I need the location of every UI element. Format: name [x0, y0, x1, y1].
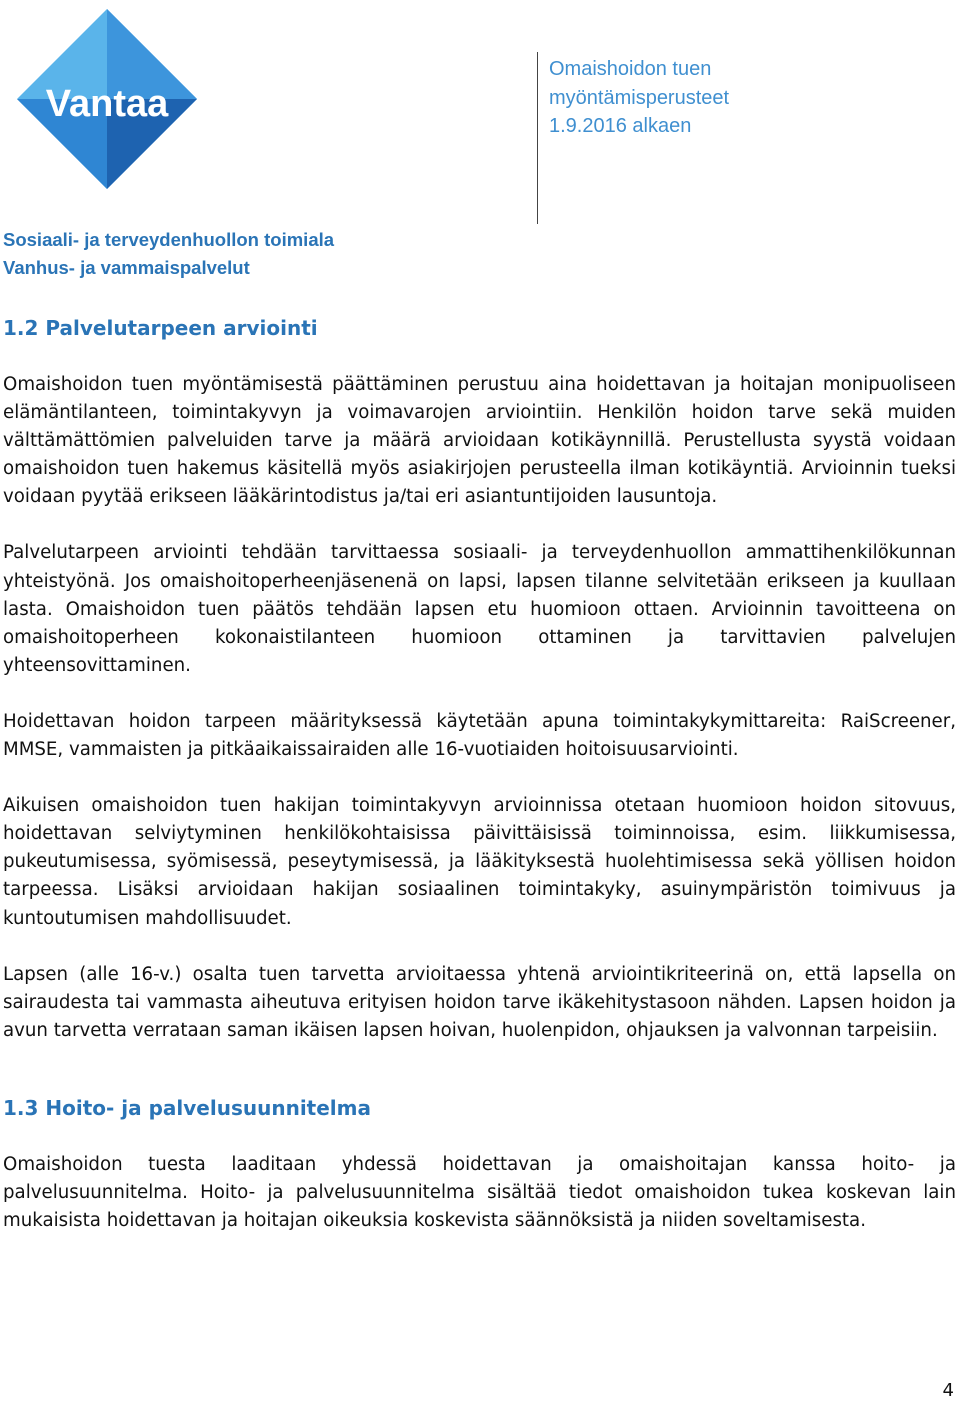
document-title-line: myöntämisperusteet [549, 86, 730, 109]
vantaa-logo [14, 6, 200, 192]
department-line: Vanhus- ja vammaispalvelut [3, 257, 250, 278]
paragraph: Omaishoidon tuesta laaditaan yhdessä hoidettavan ja omaishoitajan kanssa hoito- ja palvelusuunnitelma. Hoito- ja palvelusuunnitelma sisältää tiedot omaishoidon tukea koskevan lain mukaisista hoidettavan ja hoitajan oikeuksia koskevista säännöksistä ja niiden soveltamisesta. [3, 1153, 956, 1232]
paragraph: Lapsen (alle 16-v.) osalta tuen tarvetta arvioitaessa yhtenä arviointikriteerinä on, että lapsella on sairaudesta tai vammasta aiheutuva erityisen hoidon tarve ikäkehitystasoon nähden. Lapsen hoidon ja avun tarvetta verrataan saman ikäisen lapsen hoivan, huolenpidon, ohjauksen ja valvonnan tarpeisiin. [3, 963, 956, 1041]
paragraph: Palvelutarpeen arviointi tehdään tarvittaessa sosiaali- ja terveydenhuollon ammattihenkilökunnan yhteistyönä. Jos omaishoitoperheenjäsenenä on lapsi, lapsen tilanne selvitetään erikseen ja kuullaan lasta. Omaishoidon tuen päätös tehdään lapsen etu huomioon ottaen. Arvioinnin tavoitteena on omaishoitoperheen kokonaistilanteen huomioon ottaminen ja tarvittavien palvelujen yhteensovittaminen. [3, 542, 956, 676]
vantaa-logo-icon [14, 6, 200, 192]
header-divider [537, 52, 538, 224]
section-heading: 1.3 Hoito- ja palvelusuunnitelma [3, 1095, 371, 1120]
department [3, 226, 503, 282]
section-heading: 1.2 Palvelutarpeen arviointi [3, 316, 318, 340]
paragraph: Omaishoidon tuen myöntämisestä päättäminen perustuu aina hoidettavan ja hoitajan monipuoliseen elämäntilanteen, toimintakyvyn ja voimavarojen arviointiin. Henkilön hoidon tarve sekä muiden välttämättömien palveluiden tarve ja määrä arvioidaan kotikäynnillä. Perustellusta syystä voidaan omaishoidon tuen hakemus käsitellä myös asiakirjojen perusteella ilman kotikäyntiä. Arvioinnin tueksi voidaan pyytää erikseen lääkärintodistus ja/tai eri asiantuntijoiden lausuntoja. [3, 374, 956, 508]
document-title-line: Omaishoidon tuen [549, 58, 712, 80]
document-body [3, 313, 956, 1235]
document-title [549, 55, 949, 141]
department-line: Sosiaali- ja terveydenhuollon toimiala [3, 229, 335, 250]
document-title-line: 1.9.2016 alkaen [549, 115, 692, 137]
logo-text: Vantaa [45, 83, 169, 125]
page-number: 4 [942, 1380, 954, 1401]
paragraph: Hoidettavan hoidon tarpeen määrityksessä käytetään apuna toimintakykymittareita: RaiScreener, MMSE, vammaisten ja pitkäaikaissairaiden alle 16-vuotiaiden hoitoisuusarviointi. [3, 710, 956, 761]
paragraph: Aikuisen omaishoidon tuen hakijan toimintakyvyn arvioinnissa otetaan huomioon hoidon sitovuus, hoidettavan selviytyminen henkilökohtaisissa päivittäisissä toiminnoissa, esim. liikkumisessa, pukeutumisessa, syömisessä, peseytymisessä, ja lääkityksestä huolehtimisessa sekä yöllisen hoidon tarpeessa. Lisäksi arvioidaan hakijan sosiaalinen toimintakyky, asuinympäristön toimivuus ja kuntoutumisen mahdollisuudet. [3, 795, 956, 929]
